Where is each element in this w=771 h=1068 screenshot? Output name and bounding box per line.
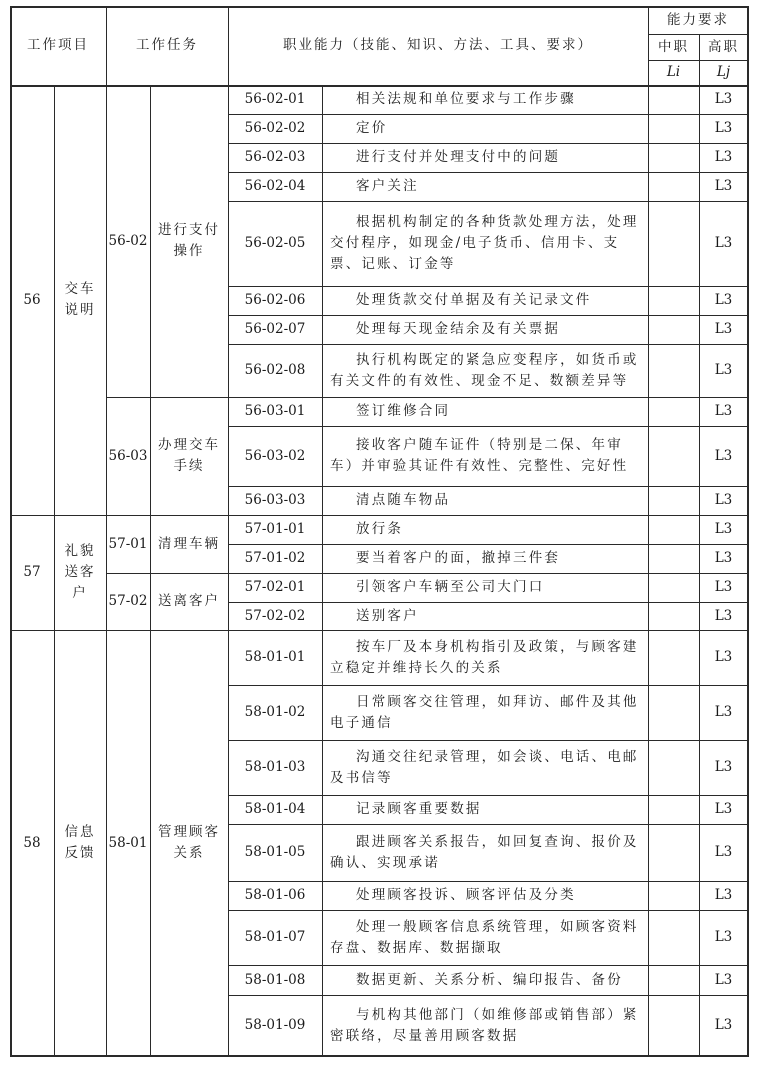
ability-text: 送别客户 (356, 607, 419, 624)
project-no: 57 (23, 564, 41, 581)
grid-line (10, 1055, 749, 1057)
ability-code: 56-02-02 (244, 120, 306, 137)
grid-line (228, 143, 749, 144)
grid-line (228, 544, 749, 545)
level-mid (648, 824, 699, 881)
ability-code: 56-02-04 (244, 178, 306, 195)
header-lj: Lj (716, 64, 731, 81)
grid-line (228, 114, 749, 115)
level-high: L3 (714, 607, 733, 624)
task-name: 管理顾客关系 (158, 824, 220, 861)
grid-line (747, 6, 749, 1057)
task-name: 进行支付操作 (158, 222, 220, 259)
grid-line (228, 315, 749, 316)
task-code: 56-02 (108, 232, 148, 249)
grid-line (106, 397, 749, 398)
level-mid (648, 995, 699, 1056)
ability-text: 客户关注 (356, 178, 419, 195)
level-high: L3 (714, 521, 733, 538)
ability-text: 接收客户随车证件（特别是二保、年审车）并审验其证件有效性、完整性、完好性 (330, 437, 629, 474)
ability-text: 记录顾客重要数据 (356, 801, 482, 818)
grid-line (106, 6, 107, 86)
level-high: L3 (714, 235, 733, 252)
grid-line (228, 344, 749, 345)
header-work-project: 工作项目 (27, 37, 89, 54)
grid-line (10, 85, 749, 87)
grid-line (228, 965, 749, 966)
level-high: L3 (714, 1017, 733, 1034)
ability-code: 56-02-03 (244, 149, 306, 166)
level-mid (648, 201, 699, 286)
ability-text: 数据更新、关系分析、编印报告、备份 (356, 971, 623, 988)
grid-line (648, 85, 649, 1057)
ability-text: 定价 (356, 120, 388, 137)
level-mid (648, 143, 699, 172)
ability-code: 57-01-02 (244, 550, 306, 567)
ability-code: 58-01-01 (244, 649, 306, 666)
ability-code: 57-02-02 (244, 607, 306, 624)
ability-code: 58-01-07 (244, 929, 306, 946)
level-high: L3 (714, 801, 733, 818)
ability-code: 56-03-02 (244, 447, 306, 464)
ability-text: 与机构其他部门（如维修部或销售部）紧密联络，尽量善用顾客数据 (330, 1006, 639, 1044)
level-mid (648, 544, 699, 573)
grid-line (228, 201, 749, 202)
ability-text: 日常顾客交往管理，如拜访、邮件及其他电子通信 (330, 693, 639, 731)
level-high: L3 (714, 91, 733, 108)
level-high: L3 (714, 704, 733, 721)
competency-table (10, 6, 748, 1056)
ability-text: 执行机构既定的紧急应变程序，如货币或有关文件的有效性、现金不足、数额差异等 (330, 351, 639, 389)
ability-code: 56-03-01 (244, 403, 306, 420)
grid-line (228, 995, 749, 996)
grid-line (228, 881, 749, 882)
ability-code: 56-02-06 (244, 292, 306, 309)
ability-text: 要当着客户的面，撤掉三件套 (356, 550, 561, 567)
project-name: 礼貌送客户 (64, 543, 96, 601)
level-high: L3 (714, 649, 733, 666)
ability-text: 跟进顾客关系报告，如回复查询、报价及确认、实现承诺 (330, 833, 639, 871)
level-high: L3 (714, 492, 733, 509)
ability-text: 处理每天现金结余及有关票据 (356, 321, 561, 338)
ability-text: 处理顾客投诉、顾客评估及分类 (356, 887, 576, 904)
level-mid (648, 573, 699, 602)
level-high: L3 (714, 887, 733, 904)
level-high: L3 (714, 178, 733, 195)
project-no: 58 (23, 834, 41, 851)
header-requirement: 能力要求 (667, 11, 729, 28)
ability-text: 引领客户车辆至公司大门口 (356, 579, 545, 596)
ability-code: 56-02-08 (244, 362, 306, 379)
level-mid (648, 397, 699, 426)
level-high: L3 (714, 321, 733, 338)
grid-line (228, 172, 749, 173)
ability-text: 按车厂及本身机构指引及政策，与顾客建立稳定并维持长久的关系 (330, 638, 639, 676)
grid-line (228, 685, 749, 686)
task-name: 清理车辆 (158, 535, 220, 552)
grid-line (322, 85, 323, 1057)
level-mid (648, 795, 699, 824)
header-ability: 职业能力（技能、知识、方法、工具、要求） (283, 37, 593, 54)
ability-text: 沟通交往纪录管理，如会谈、电话、电邮及书信等 (330, 748, 639, 786)
grid-line (54, 85, 55, 1057)
ability-code: 58-01-08 (244, 971, 306, 988)
project-name: 交车说明 (64, 281, 96, 318)
project-no: 56 (23, 291, 41, 308)
grid-line (10, 515, 749, 516)
level-mid (648, 515, 699, 544)
grid-line (106, 85, 107, 1057)
ability-code: 57-01-01 (244, 521, 306, 538)
grid-line (10, 6, 12, 1057)
ability-code: 56-02-07 (244, 321, 306, 338)
level-high: L3 (714, 149, 733, 166)
level-mid (648, 486, 699, 515)
level-mid (648, 315, 699, 344)
project-name: 信息反馈 (64, 824, 96, 861)
level-mid (648, 740, 699, 795)
ability-code: 56-02-05 (244, 235, 306, 252)
level-mid (648, 881, 699, 910)
ability-text: 处理一般顾客信息系统管理，如顾客资料存盘、数据库、数据撷取 (330, 918, 639, 956)
level-high: L3 (714, 844, 733, 861)
grid-line (10, 630, 749, 631)
grid-line (228, 486, 749, 487)
grid-line (228, 426, 749, 427)
header-li: Li (666, 64, 681, 81)
ability-code: 58-01-06 (244, 887, 306, 904)
grid-line (228, 824, 749, 825)
level-mid (648, 114, 699, 143)
grid-line (228, 286, 749, 287)
ability-code: 58-01-04 (244, 801, 306, 818)
level-high: L3 (714, 759, 733, 776)
grid-line (228, 602, 749, 603)
ability-code: 56-03-03 (244, 492, 306, 509)
level-high: L3 (714, 929, 733, 946)
task-code: 57-02 (108, 593, 148, 610)
ability-text: 处理货款交付单据及有关记录文件 (356, 292, 592, 309)
level-mid (648, 286, 699, 315)
level-high: L3 (714, 403, 733, 420)
header-high: 高职 (708, 38, 739, 55)
ability-code: 56-02-01 (244, 91, 306, 108)
ability-code: 58-01-03 (244, 759, 306, 776)
grid-line (228, 795, 749, 796)
level-high: L3 (714, 550, 733, 567)
grid-line (150, 85, 151, 1057)
grid-line (228, 6, 229, 86)
ability-text: 进行支付并处理支付中的问题 (356, 149, 561, 166)
ability-text: 签订维修合同 (356, 403, 451, 420)
ability-text: 清点随车物品 (356, 492, 451, 509)
grid-line (699, 34, 700, 86)
grid-line (228, 910, 749, 911)
grid-line (228, 85, 229, 1057)
level-mid (648, 602, 699, 630)
header-work-task: 工作任务 (136, 37, 198, 54)
task-code: 58-01 (108, 834, 148, 851)
level-mid (648, 85, 699, 114)
level-mid (648, 910, 699, 965)
grid-line (228, 740, 749, 741)
level-high: L3 (714, 971, 733, 988)
level-high: L3 (714, 362, 733, 379)
level-high: L3 (714, 579, 733, 596)
level-mid (648, 426, 699, 486)
ability-text: 放行条 (356, 521, 404, 538)
task-name: 送离客户 (158, 593, 220, 610)
ability-code: 57-02-01 (244, 579, 306, 596)
task-code: 57-01 (108, 535, 148, 552)
grid-line (10, 6, 749, 8)
level-high: L3 (714, 120, 733, 137)
ability-code: 58-01-02 (244, 704, 306, 721)
level-high: L3 (714, 292, 733, 309)
grid-line (699, 85, 700, 1057)
level-mid (648, 344, 699, 397)
header-mid: 中职 (658, 38, 689, 55)
level-mid (648, 172, 699, 201)
level-high: L3 (714, 447, 733, 464)
task-code: 56-03 (108, 447, 148, 464)
grid-line (648, 6, 649, 86)
level-mid (648, 630, 699, 685)
ability-text: 根据机构制定的各种货款处理方法，处理交付程序，如现金/电子货币、信用卡、支票、记账、订金等 (330, 214, 639, 272)
level-mid (648, 685, 699, 740)
ability-code: 58-01-05 (244, 844, 306, 861)
level-mid (648, 965, 699, 995)
task-name: 办理交车手续 (158, 437, 220, 474)
ability-code: 58-01-09 (244, 1017, 306, 1034)
grid-line (106, 573, 749, 574)
ability-text: 相关法规和单位要求与工作步骤 (356, 91, 576, 108)
